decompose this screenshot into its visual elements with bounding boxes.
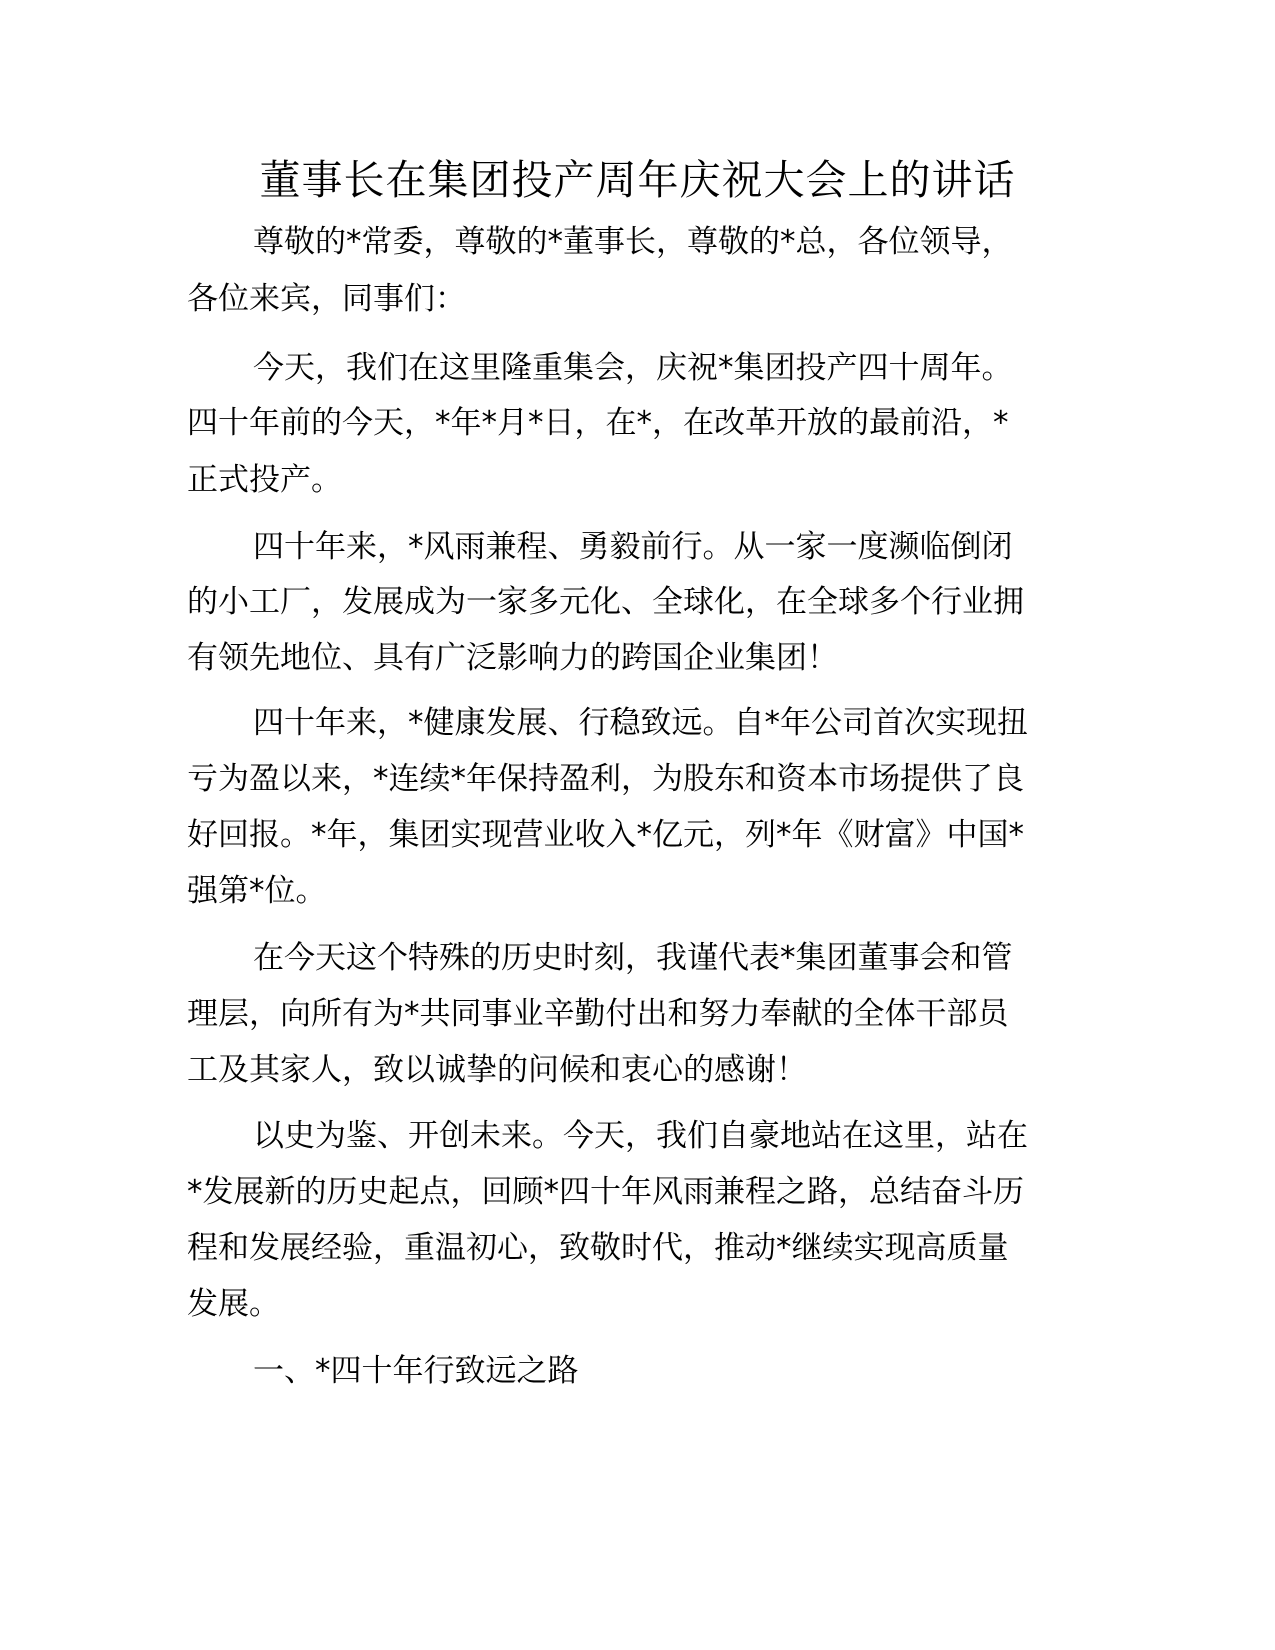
page-title: 董事长在集团投产周年庆祝大会上的讲话 <box>259 156 1016 204</box>
paragraph-line: 四十年前的今天，*年*月*日，在*，在改革开放的最前沿，* <box>187 405 1009 441</box>
paragraph-line: 四十年来，*风雨兼程、勇毅前行。从一家一度濒临倒闭 <box>253 529 1013 565</box>
paragraph-line: 正式投产。 <box>187 462 342 498</box>
paragraph-line: 程和发展经验，重温初心，致敬时代，推动*继续实现高质量 <box>187 1230 1009 1266</box>
paragraph-line: 今天，我们在这里隆重集会，庆祝*集团投产四十周年。 <box>253 350 1013 386</box>
paragraph-line: 亏为盈以来，*连续*年保持盈利，为股东和资本市场提供了良 <box>187 761 1024 797</box>
paragraph-line: 有领先地位、具有广泛影响力的跨国企业集团！ <box>187 640 838 676</box>
salutation-line-2: 各位来宾，同事们： <box>187 281 466 317</box>
paragraph-line: 理层，向所有为*共同事业辛勤付出和努力奉献的全体干部员 <box>187 996 1009 1032</box>
paragraph-line: 的小工厂，发展成为一家多元化、全球化，在全球多个行业拥 <box>187 584 1024 620</box>
section-heading: 一、*四十年行致远之路 <box>253 1353 579 1389</box>
paragraph-line: 强第*位。 <box>187 873 327 909</box>
salutation-line-1: 尊敬的*常委，尊敬的*董事长，尊敬的*总，各位领导， <box>253 224 1013 260</box>
paragraph-line: 以史为鉴、开创未来。今天，我们自豪地站在这里，站在 <box>253 1118 1028 1154</box>
paragraph-line: *发展新的历史起点，回顾*四十年风雨兼程之路，总结奋斗历 <box>187 1174 1024 1210</box>
paragraph-line: 工及其家人，致以诚挚的问候和衷心的感谢！ <box>187 1052 807 1088</box>
paragraph-line: 发展。 <box>187 1286 280 1322</box>
paragraph-line: 四十年来，*健康发展、行稳致远。自*年公司首次实现扭 <box>253 705 1028 741</box>
paragraph-line: 在今天这个特殊的历史时刻，我谨代表*集团董事会和管 <box>253 940 1013 976</box>
paragraph-line: 好回报。*年，集团实现营业收入*亿元，列*年《财富》中国* <box>187 817 1024 853</box>
